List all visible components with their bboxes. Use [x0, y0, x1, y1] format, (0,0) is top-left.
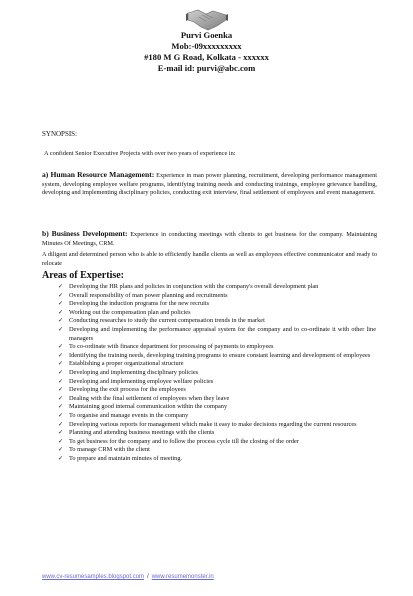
checkmark-icon: ✓ [58, 421, 64, 428]
handshake-icon [186, 4, 228, 32]
bd-heading: b) Business Development: [42, 229, 128, 238]
list-item: ✓ Dealing with the final settlement of employees when they leave [58, 394, 230, 402]
bd-description: Experience in conducting meetings with clients to get business for the company. Maintaining Minutes Of Meetings, CRM. [42, 231, 377, 247]
expertise-heading: Areas of Expertise: [42, 270, 125, 281]
checkmark-icon: ✓ [58, 344, 64, 351]
list-item: ✓ Developing the induction programs for the new recruits [58, 300, 210, 308]
mobile-number: Mob:-09xxxxxxxxx [171, 41, 242, 51]
list-item: ✓ Developing and implementing the performance appraisal system for the company and to co-ordinate it with other line managers [58, 325, 376, 342]
checkmark-icon: ✓ [58, 455, 64, 462]
footer-separator: / [147, 574, 149, 580]
synopsis-intro: A confident Senior Executive Projects with over two years of experience in: [44, 150, 236, 157]
checkmark-icon: ✓ [58, 301, 64, 308]
hr-heading: a) Human Resource Management: [42, 170, 155, 179]
list-item: ✓ Developing the exit process for the employees [58, 386, 186, 394]
footer-link-cv-resumesamples[interactable]: www.cv-resumesamples.blogspot.com [42, 574, 145, 580]
checkmark-icon: ✓ [58, 387, 64, 394]
synopsis-heading: SYNOPSIS: [42, 130, 78, 138]
checkmark-icon: ✓ [58, 447, 64, 454]
list-item: ✓ To prepare and maintain minutes of meeting. [58, 454, 183, 462]
list-item: ✓ Conducting researches to study the current compensation trends in the market [58, 317, 265, 325]
footer [42, 574, 214, 580]
checkmark-icon: ✓ [58, 352, 64, 359]
checkmark-icon: ✓ [58, 318, 64, 325]
candidate-name: Purvi Goenka [180, 30, 233, 40]
checkmark-icon: ✓ [58, 378, 64, 385]
checkmark-icon: ✓ [58, 361, 64, 368]
checkmark-icon: ✓ [58, 309, 64, 316]
checkmark-icon: ✓ [58, 438, 64, 445]
list-item: ✓ To organise and manage events in the company [58, 411, 189, 419]
list-item: ✓ To co-ordinate with finance department for processing of payments to employees [58, 343, 274, 351]
checkmark-icon: ✓ [58, 404, 64, 411]
list-item: ✓ Developing and implementing employee welfare policies [58, 377, 214, 385]
list-item: ✓ Maintaining good internal communication within the company [58, 403, 228, 411]
expertise-list [58, 283, 376, 463]
address: #180 M G Road, Kolkata - xxxxxx [144, 52, 269, 62]
list-item: ✓ Developing and implementing disciplinary policies [58, 368, 199, 376]
list-item: ✓ Working out the compensation plan and policies [58, 308, 191, 316]
email: E-mail id: purvi@abc.com [157, 63, 256, 73]
list-item: ✓ Developing the HR plans and policies in conjunction with the company's overall development plan [58, 283, 319, 290]
footer-link-resumemonster[interactable]: www.resumemonster.in [151, 574, 214, 580]
list-item: ✓ To manage CRM with the client [58, 446, 150, 454]
checkmark-icon: ✓ [58, 326, 64, 333]
hr-section [42, 171, 377, 198]
checkmark-icon: ✓ [58, 284, 64, 290]
checkmark-icon: ✓ [58, 412, 64, 419]
checkmark-icon: ✓ [58, 292, 64, 299]
list-item: ✓ To get business for the company and to follow the process cycle till the closing of the order [58, 437, 299, 445]
hr-description: Experience in man power planning, recruitment, developing performance management system, developing employee welfare programs, identifying training needs and conducting trainings, employee grievance handling, developing and implementing disciplinary policies, conducting exit interview, final settlement of employees and event management. [42, 172, 377, 197]
checkmark-icon: ✓ [58, 430, 64, 437]
bd-section [42, 230, 377, 248]
list-item: ✓ Developing various reports for management which make it easy to make decisions regarding the current resources [58, 420, 357, 428]
list-item: ✓ Overall responsibility of man power planning and recruitments [58, 291, 228, 299]
list-item: ✓ Identifying the training needs, developing training programs to ensure constant learning and development of employees [58, 351, 371, 359]
checkmark-icon: ✓ [58, 395, 64, 402]
list-item: ✓ Establishing a proper organizational structure [58, 360, 184, 368]
list-item: ✓ Planning and attending business meetings with the clients [58, 429, 215, 437]
checkmark-icon: ✓ [58, 369, 64, 376]
bd-summary: A diligent and determined person who is able to efficiently handle clients as well as employees effective communicator and ready to relocate [42, 251, 377, 267]
